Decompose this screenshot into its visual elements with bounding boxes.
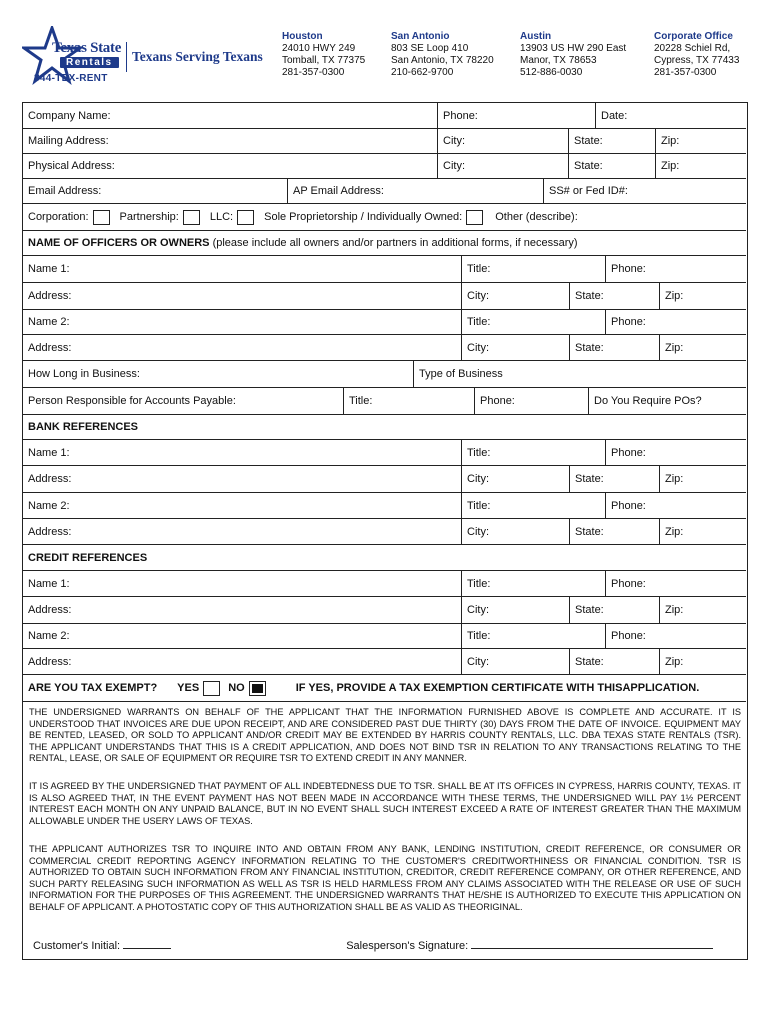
field-label: Zip: [661,135,680,147]
field-label: Title: [467,630,491,642]
office-line: 281-357-0300 [282,67,345,78]
title-field[interactable] [461,310,605,334]
address-field[interactable] [23,519,461,544]
zip-field[interactable] [655,154,746,178]
tax-note: IF YES, PROVIDE A TAX EXEMPTION CERTIFICATE WITH THISAPPLICATION. [295,682,700,694]
state-field[interactable] [569,519,659,544]
phone-field[interactable] [605,440,746,465]
office-line: 512-886-0030 [520,67,583,78]
zip-field[interactable] [659,283,746,309]
address-field[interactable] [23,597,461,623]
type-business-field[interactable] [413,361,746,387]
ap-email-field[interactable] [287,179,543,203]
office-line: 13903 US HW 290 East [520,43,627,54]
field-label: City: [443,135,465,147]
field-label: City: [467,473,489,485]
phone-field[interactable] [605,310,746,334]
terms-paragraph-2: IT IS AGREED BY THE UNDERSIGNED THAT PAYMENT OF ALL INDEBTEDNESS DUE TO TSR. SHALL BE AT ITS OFFICES IN CYPRESS, HARRIS COUNTY, TEXAS. IT IS ALSO AGREED THAT, IN THE EVENT PAYMENT HAS NOT BEEN MADE IN ACCORDANCE WITH THESE TERMS, THE UNDERSIGNED WILL PAY 1½ PERCENT INTEREST EACH MONTH ON ANY UNPAID BALANCE, BUT IN NO EVENT SHALL SUCH INTEREST EXCEED A RATE OF INTEREST GREATER THAN THE MAXIMUM ALLOWABLE UNDER THE USERY LAWS OF TEXAS. [29,781,741,826]
row-officer1-name [23,256,746,283]
corporation-label: Corporation: [28,211,89,223]
field-label: Physical Address: [28,160,115,172]
row-tax-exempt [23,675,746,702]
field-label: Title: [349,395,373,407]
terms-paragraph-3: THE APPLICANT AUTHORIZES TSR TO INQUIRE INTO AND OBTAIN FROM ANY BANK, LENDING INSTITUTION, CREDIT REFERENCE, OR CONSUMER OR COMMERCIAL CREDIT REPORTING AGENCY INFORMATION RELATING TO THE CUSTOMER'S CREDITWORTHINESS OR FINANCIAL CONDITION. TSR IS AUTHORIZED TO OBTAIN SUCH INFORMATION FROM ANY FINANCIAL INSTITUTION, CREDITOR, CREDIT REFERENCE COMPANY, OR OTHER REFERENCE, AND SUCH PARTY RELEASING SUCH INFORMATION AS WELL AS TSR IS HELD HARMLESS FROM ANY CLAIMS ASSOCIATED WITH THE RELEASE OR USE OF SUCH INFORMATION FOR THE PURPOSES OF THIS AGREEMENT. THE UNDERSIGNED WARRANTS THAT HE/SHE IS AUTHORIZED TO EXECUTE THIS APPLICATION ON BEHALF OF APPLICANT. A PHOTOSTATIC COPY OF THIS AUTHORIZATION SHALL BE AS VALID AS THEORIGINAL. [29,844,741,912]
field-label: State: [575,655,604,668]
row-credit1-name [23,571,746,597]
partnership-label: Partnership: [119,211,179,223]
no-label: NO [228,682,245,694]
row-ap-person [23,388,746,415]
phone-field[interactable] [605,256,746,282]
field-label: AP Email Address: [293,185,384,197]
other-label: Other (describe): [495,211,578,223]
city-field[interactable] [461,466,569,492]
field-label: City: [467,341,489,354]
field-label: State: [574,135,603,147]
llc-label: LLC: [209,211,234,223]
office-name: Houston [282,31,323,42]
field-label: Company Name: [28,109,111,122]
field-label: Name 2: [28,316,70,328]
office-austin [520,31,626,79]
state-field[interactable] [569,466,659,492]
office-line: Tomball, TX 77375 [282,55,366,66]
field-label: State: [575,604,604,616]
require-pos-field[interactable] [588,388,746,414]
field-label: Phone: [611,577,646,590]
row-mailing [23,129,746,154]
field-label: Title: [467,499,491,512]
zip-field[interactable] [659,649,746,674]
mailing-address-field[interactable] [23,129,437,153]
field-label: State: [575,290,604,302]
office-line: Manor, TX 78653 [520,55,597,66]
row-bank2-name [23,493,746,519]
field-label: City: [443,160,465,172]
tax-exempt-label: ARE YOU TAX EXEMPT? [28,682,158,694]
field-label: City: [467,604,489,616]
office-line: 24010 HWY 249 [282,43,356,54]
state-field[interactable] [569,597,659,623]
salesperson-sig-label: Salesperson's Signature: [346,940,469,952]
logo-sub: Rentals [60,57,119,68]
section-credit [23,545,746,571]
office-line: 210-662-9700 [391,67,454,78]
officers-heading [23,231,746,255]
field-label: Name 1: [28,263,70,275]
row-bank1-address [23,466,746,493]
address-field[interactable] [23,283,461,309]
office-line: San Antonio, TX 78220 [391,55,494,66]
field-label: Mailing Address: [28,135,109,147]
office-line: 20228 Schiel Rd, [654,43,731,54]
row-email [23,179,746,204]
phone-field[interactable] [474,388,588,414]
letterhead [22,26,762,92]
field-label: How Long in Business: [28,368,140,380]
title-field[interactable] [461,493,605,518]
field-label: State: [574,160,603,172]
title-field[interactable] [461,256,605,282]
state-field[interactable] [569,335,659,360]
office-name: Corporate Office [654,31,733,42]
state-field[interactable] [569,283,659,309]
field-label: Zip: [665,604,684,616]
section-bank [23,415,746,440]
field-label: Name 2: [28,499,70,512]
address-field[interactable] [23,335,461,360]
field-label: Zip: [661,160,680,172]
zip-field[interactable] [659,597,746,623]
field-label: State: [575,525,604,538]
company-name-field[interactable] [23,103,437,128]
office-houston [282,31,365,79]
field-label: Do You Require POs? [594,395,702,407]
field-label: Address: [28,655,72,668]
office-san-antonio [391,31,494,79]
divider [126,42,127,72]
officer2-name-field[interactable] [23,310,461,334]
company-logo [22,26,126,88]
field-label: Address: [28,290,72,302]
zip-field[interactable] [659,466,746,492]
tax-exempt-question [23,675,746,701]
address-field[interactable] [23,466,461,492]
field-label: Name 1: [28,577,70,590]
field-label: Zip: [665,473,684,485]
email-address-field[interactable] [23,179,287,203]
field-label: Zip: [665,290,684,302]
yes-label: YES [177,682,200,694]
zip-field[interactable] [655,129,746,153]
field-label: Address: [28,525,72,538]
salesperson-signature-line[interactable] [471,939,713,949]
title-field[interactable] [343,388,474,414]
field-label: Title: [467,577,491,590]
customer-initial-label: Customer's Initial: [33,940,121,952]
phone-field[interactable] [605,493,746,518]
how-long-field[interactable] [23,361,413,387]
field-label: Name 1: [28,446,70,459]
zip-field[interactable] [659,519,746,544]
city-field[interactable] [461,283,569,309]
physical-address-field[interactable] [23,154,437,178]
field-label: Zip: [665,341,684,354]
field-label: Person Responsible for Accounts Payable: [28,395,236,407]
signature-row [33,939,713,952]
bank2-name-field[interactable] [23,493,461,518]
field-label: Email Address: [28,185,102,197]
field-label: Phone: [611,446,646,459]
llc-checkbox[interactable] [237,210,254,225]
officer1-name-field[interactable] [23,256,461,282]
phone-field[interactable] [605,571,746,596]
row-business [23,361,746,388]
row-officer2-address [23,335,746,361]
tagline: Texans Serving Texans [132,49,263,64]
address-field[interactable] [23,649,461,674]
field-label: Date: [601,109,628,122]
sole-prop-checkbox[interactable] [466,210,483,225]
entity-type-options [23,204,746,230]
city-field[interactable] [437,129,568,153]
city-field[interactable] [437,154,568,178]
credit-application-form [22,102,748,960]
field-label: Zip: [665,655,684,668]
credit-heading: CREDIT REFERENCES [28,551,148,564]
section-officers [23,231,746,256]
field-label: State: [575,341,604,354]
field-label: Phone: [611,630,646,642]
field-label: Address: [28,473,72,485]
yes-checkbox[interactable] [203,681,220,696]
field-label: Title: [467,446,491,459]
phone-field[interactable] [437,103,595,128]
field-label: City: [467,290,489,302]
section-note: (please include all owners and/or partners in additional forms, if necessary) [212,237,578,249]
zip-field[interactable] [659,335,746,360]
bank1-name-field[interactable] [23,440,461,465]
office-corporate [654,31,739,79]
field-label: Address: [28,604,72,616]
state-field[interactable] [568,154,655,178]
field-label: Phone: [611,499,646,512]
state-field[interactable] [568,129,655,153]
field-label: Phone: [611,316,646,328]
logo-phone: 844-TEX-RENT [34,73,108,84]
field-label: Name 2: [28,630,70,642]
field-label: City: [467,525,489,538]
field-label: Zip: [665,525,684,538]
state-field[interactable] [569,649,659,674]
row-company [23,103,746,129]
row-bank2-address [23,519,746,545]
row-officer2-name [23,310,746,335]
office-name: Austin [520,31,552,42]
row-credit1-address [23,597,746,624]
city-field[interactable] [461,335,569,360]
bank-heading: BANK REFERENCES [28,421,139,433]
terms-paragraph-1: THE UNDERSIGNED WARRANTS ON BEHALF OF THE APPLICANT THAT THE INFORMATION FURNISHED ABOVE IS COMPLETE AND ACCURATE. IT IS UNDERSTOOD THAT INVOICES ARE DUE UPON RECEIPT, AND ARE CONSIDERED PAST DUE THIRTY (30) DAYS FROM THE DATE OF INVOICE. EQUIPMENT MAY BE RENTED, LEASED, OR SOLD TO APPLICANT AND/OR CREDIT MAY BE EXTENDED BY HARRIS COUNTY RENTALS, LLC. DBA TEXAS STATE RENTALS (TSR). THE APPLICANT UNDERSTANDS THAT THIS IS A CREDIT APPLICATION, AND DOES NOT BIND TSR IN RELATION TO ANY TRANSACTIONS RELATING TO THE RENTAL, LEASE, OR SALE OF EQUIPMENT OR REQUIRE TSR TO EXTEND CREDIT IN ANY MANNER. [29,707,741,763]
field-label: City: [467,655,489,668]
field-label: SS# or Fed ID#: [549,185,628,197]
row-physical [23,154,746,179]
ss-fed-id-field[interactable] [543,179,746,203]
phone-field[interactable] [605,624,746,648]
field-label: Phone: [480,395,515,407]
credit1-name-field[interactable] [23,571,461,596]
title-field[interactable] [461,440,605,465]
office-line: Cypress, TX 77433 [654,55,740,66]
sole-prop-label: Sole Proprietorship / Individually Owned: [264,211,463,223]
customer-initial-line[interactable] [123,939,171,949]
logo-name: Texas State [52,40,122,56]
field-label: Address: [28,341,72,354]
partnership-checkbox[interactable] [183,210,200,225]
office-line: 281-357-0300 [654,67,717,78]
no-checkbox[interactable] [249,681,266,696]
title-field[interactable] [461,624,605,648]
field-label: Title: [467,316,491,328]
row-officer1-address [23,283,746,310]
field-label: Type of Business [419,368,503,380]
row-credit2-name [23,624,746,649]
section-title: NAME OF OFFICERS OR OWNERS [28,237,210,249]
city-field[interactable] [461,597,569,623]
credit2-name-field[interactable] [23,624,461,648]
field-label: Phone: [443,109,478,122]
city-field[interactable] [461,649,569,674]
office-line: 803 SE Loop 410 [391,43,469,54]
title-field[interactable] [461,571,605,596]
field-label: State: [575,473,604,485]
date-field[interactable] [595,103,746,128]
field-label: Title: [467,263,491,275]
corporation-checkbox[interactable] [93,210,110,225]
row-entity-type [23,204,746,231]
office-name: San Antonio [391,31,450,42]
ap-person-field[interactable] [23,388,343,414]
city-field[interactable] [461,519,569,544]
field-label: Phone: [611,263,646,275]
row-bank1-name [23,440,746,466]
row-credit2-address [23,649,746,675]
